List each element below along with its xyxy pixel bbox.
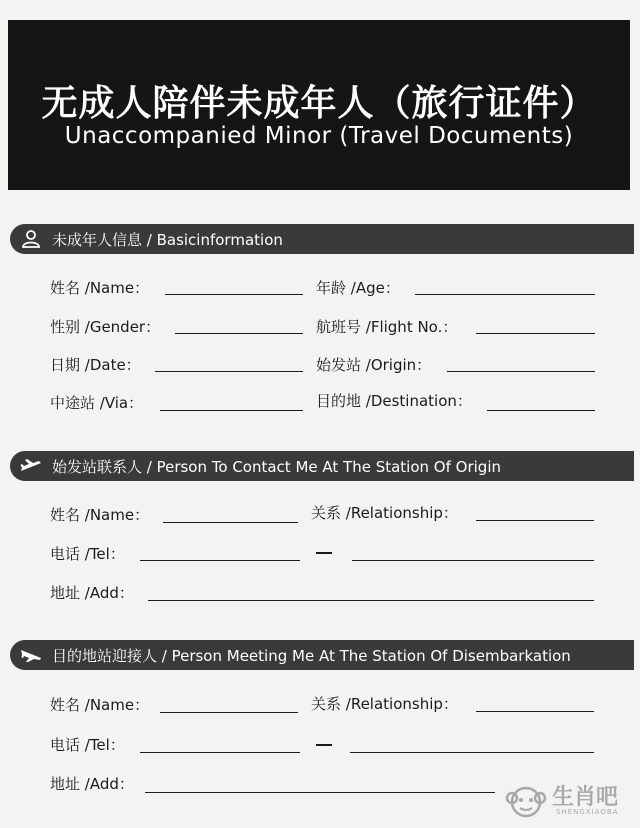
origin-contact-tel-label: 电话 /Tel： [50,545,125,563]
plane-takeoff-icon [18,453,44,479]
plane-landing-icon [18,642,44,668]
destination-contact-tel-field-2[interactable] [350,752,594,753]
destination-label: 目的地 /Destination： [316,392,472,410]
flight-no-label: 航班号 /Flight No.： [316,318,458,336]
minor-name-label: 姓名 /Name： [50,279,150,297]
age-field[interactable] [415,294,595,295]
section-title-origin-contact: 始发站联系人 / Person To Contact Me At The Station Of Origin [52,457,501,476]
age-label: 年龄 /Age： [316,279,400,297]
destination-contact-tel-field[interactable] [140,752,300,753]
origin-contact-address-field[interactable] [148,600,594,601]
gender-field[interactable] [175,333,303,334]
title-english: Unaccompanied Minor (Travel Documents) [64,123,574,149]
section-title-destination-contact: 目的地站迎接人 / Person Meeting Me At The Station Of Disembarkation [52,646,571,665]
date-field[interactable] [155,371,303,372]
section-header-basic-info [10,224,634,254]
monkey-logo-icon [504,782,548,826]
via-field[interactable] [160,410,303,411]
minor-name-field[interactable] [165,294,303,295]
origin-contact-relationship-label: 关系 /Relationship： [311,504,458,522]
section-header-destination-contact [10,640,634,670]
destination-contact-address-field[interactable] [145,792,495,793]
destination-contact-relationship-field[interactable] [476,711,594,712]
gender-label: 性别 /Gender： [50,318,161,336]
watermark-subtext: SHENGXIAOBA [556,808,619,816]
origin-contact-name-label: 姓名 /Name： [50,506,150,524]
tel-separator-dash-2 [316,744,332,746]
via-label: 中途站 /Via： [50,394,144,412]
destination-field[interactable] [487,410,595,411]
origin-label: 始发站 /Origin： [316,356,432,374]
flight-no-field[interactable] [476,333,595,334]
watermark [500,778,630,824]
origin-contact-name-field[interactable] [163,522,298,523]
origin-contact-tel-field[interactable] [140,560,300,561]
watermark-name: 生肖吧 [552,785,619,810]
date-label: 日期 /Date： [50,356,141,374]
section-header-origin-contact [10,451,634,481]
person-icon [18,226,44,252]
destination-contact-name-field[interactable] [160,712,298,713]
destination-contact-relationship-label: 关系 /Relationship： [311,695,458,713]
origin-contact-tel-field-2[interactable] [352,560,594,561]
section-title-basic-info: 未成年人信息 / Basicinformation [52,230,283,249]
origin-contact-relationship-field[interactable] [476,520,594,521]
origin-contact-address-label: 地址 /Add： [50,584,134,602]
title-chinese: 无成人陪伴未成年人（旅行证件） [41,83,597,124]
destination-contact-address-label: 地址 /Add： [50,775,134,793]
destination-contact-tel-label: 电话 /Tel： [50,736,125,754]
origin-field[interactable] [447,371,595,372]
title-banner [8,20,630,190]
destination-contact-name-label: 姓名 /Name： [50,696,150,714]
tel-separator-dash [316,552,332,554]
